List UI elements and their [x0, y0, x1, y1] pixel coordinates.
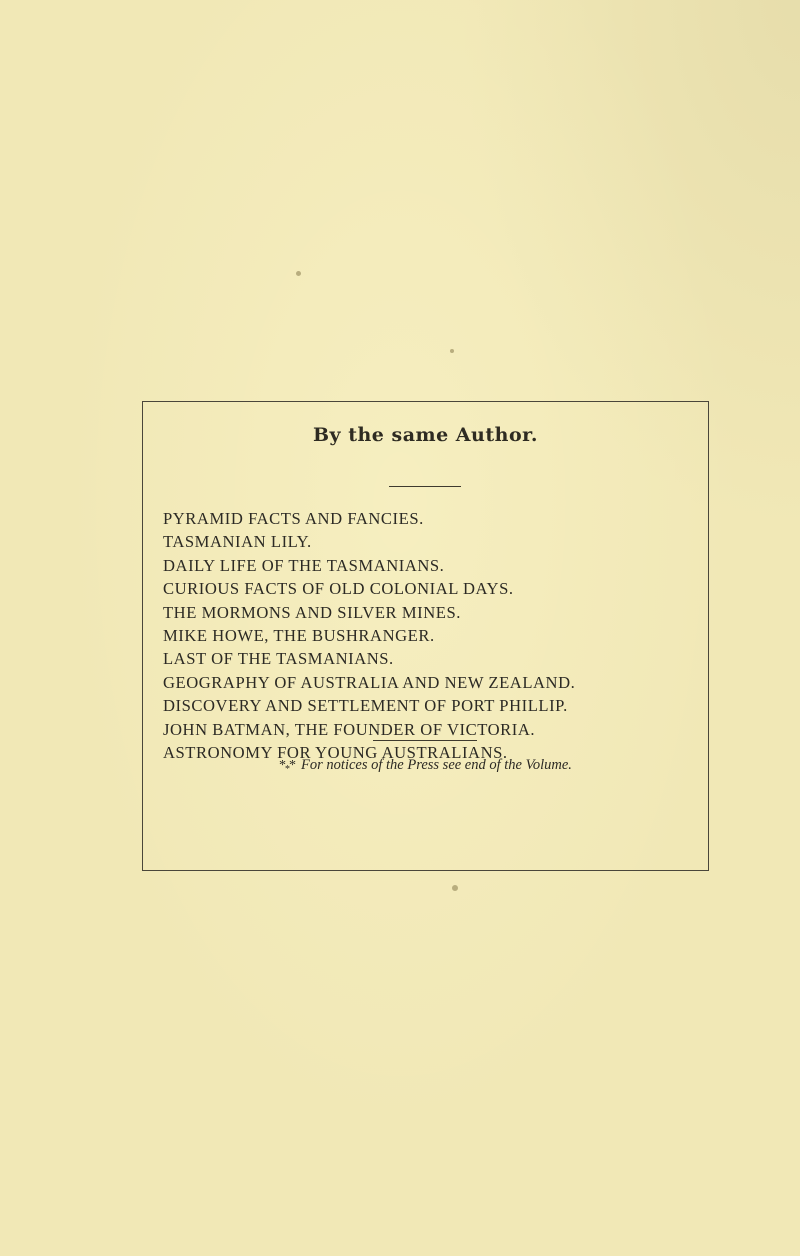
press-notice-text: For notices of the Press see end of the Volume. [301, 757, 572, 773]
book-title: THE MORMONS AND SILVER MINES. [163, 602, 461, 622]
paper-speck [452, 885, 458, 891]
book-title: CURIOUS FACTS OF OLD COLONIAL DAYS. [163, 579, 514, 599]
asterism-mark: $*_**$ [279, 758, 296, 775]
book-title: JOHN BATMAN, THE FOUNDER OF VICTORIA. [163, 719, 536, 739]
book-title: ASTRONOMY FOR YOUNG AUSTRALIANS. [163, 743, 508, 763]
section-heading: By the same Author. [312, 424, 539, 446]
book-title: TASMANIAN LILY. [163, 532, 312, 552]
advertisement-box [142, 401, 709, 871]
book-title: PYRAMID FACTS AND FANCIES. [163, 509, 424, 528]
paper-speck [450, 349, 454, 353]
book-title: GEOGRAPHY OF AUSTRALIA AND NEW ZEALAND. [163, 672, 576, 692]
press-notice [143, 757, 708, 775]
book-title: DISCOVERY AND SETTLEMENT OF PORT PHILLIP. [163, 696, 568, 716]
divider-top [389, 486, 461, 487]
book-title: MIKE HOWE, THE BUSHRANGER. [163, 626, 435, 646]
book-title-list [163, 507, 575, 764]
divider-bottom [373, 740, 477, 741]
book-title: LAST OF THE TASMANIANS. [163, 649, 394, 669]
book-title: DAILY LIFE OF THE TASMANIANS. [163, 555, 445, 575]
paper-speck [296, 271, 301, 276]
